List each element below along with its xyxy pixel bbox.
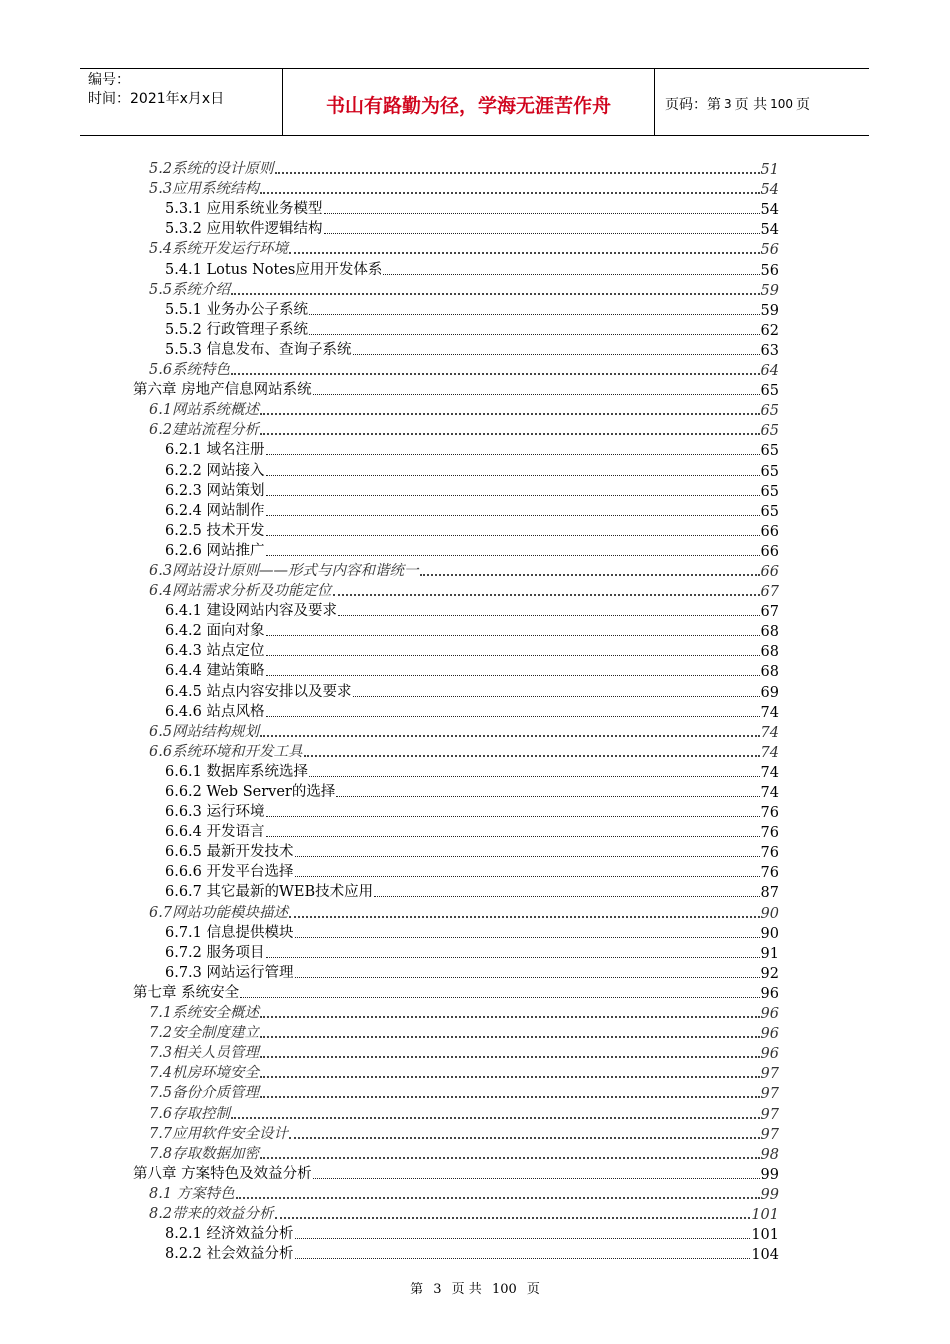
toc-entry-page: 104 [751,1247,779,1264]
toc-entry[interactable] [133,982,779,1002]
toc-entry[interactable] [133,701,779,721]
toc-entry[interactable] [133,439,779,459]
toc-entry-page: 66 [760,563,779,580]
toc-dot-leader [324,209,760,214]
toc-entry-page: 62 [760,322,779,339]
toc-entry-page: 64 [760,363,779,380]
header-motto: 书山有路勤为径，学海无涯苦作舟 [283,69,655,135]
toc-entry[interactable] [133,339,779,359]
serial-label: 编号： [88,72,130,88]
toc-entry-title: 第八章 方案特色及效益分析 [133,1165,312,1182]
toc-entry[interactable] [133,1143,779,1163]
toc-entry-page: 76 [760,865,779,882]
header-meta [80,69,283,135]
toc-entry-page: 90 [760,905,779,922]
toc-entry[interactable] [133,520,779,540]
toc-entry-page: 54 [760,202,779,219]
toc-dot-leader [333,590,760,596]
toc-dot-leader [266,450,760,455]
toc-entry[interactable] [133,741,779,761]
toc-entry-page: 67 [760,584,779,601]
toc-dot-leader [289,912,759,918]
toc-entry-title: 6.7.1 信息提供模块 [165,924,294,941]
toc-entry-page: 96 [760,985,779,1002]
toc-dot-leader [266,832,760,837]
toc-dot-leader [295,973,760,978]
toc-entry-title: 6.7.3 网站运行管理 [165,964,294,981]
toc-entry-title: 5.2系统的设计原则 [149,161,274,178]
toc-dot-leader [266,671,760,676]
toc-entry[interactable] [133,299,779,319]
toc-entry-page: 97 [760,1126,779,1143]
toc-entry-page: 76 [760,825,779,842]
toc-entry-title: 5.3.1 应用系统业务模型 [165,201,323,218]
toc-entry-page: 69 [760,684,779,701]
toc-dot-leader [260,1012,759,1018]
toc-entry[interactable] [133,178,779,198]
page-header [80,68,869,136]
toc-entry[interactable] [133,1163,779,1183]
toc-entry[interactable] [133,500,779,520]
toc-dot-leader [313,1174,760,1179]
toc-dot-leader [266,551,760,556]
toc-entry-page: 97 [760,1066,779,1083]
toc-entry-page: 87 [760,885,779,902]
toc-entry-page: 51 [760,162,779,179]
toc-entry[interactable] [133,901,779,921]
footer-page-number: 3 [433,1282,442,1297]
toc-entry[interactable] [133,1243,779,1263]
toc-entry-title: 5.5系统介绍 [149,281,231,298]
toc-entry-page: 101 [751,1227,779,1244]
toc-dot-leader [309,330,760,335]
toc-dot-leader [240,993,759,998]
toc-entry-title: 6.6.4 开发语言 [165,824,265,841]
toc-entry[interactable] [133,841,779,861]
toc-entry-title: 5.5.3 信息发布、查询子系统 [165,341,352,358]
toc-dot-leader [266,531,760,536]
toc-entry-title: 7.1系统安全概述 [149,1005,260,1022]
toc-entry[interactable] [133,560,779,580]
toc-dot-leader [260,1092,759,1098]
toc-dot-leader [266,812,760,817]
toc-dot-leader [260,188,759,194]
toc-entry-title: 7.3相关人员管理 [149,1045,260,1062]
time-label: 时间：2021年x月x日 [88,91,225,107]
toc-dot-leader [266,491,760,496]
toc-entry[interactable] [133,258,779,278]
toc-entry[interactable] [133,379,779,399]
toc-dot-leader [266,712,760,717]
toc-dot-leader [275,168,760,174]
toc-entry-page: 74 [760,724,779,741]
toc-entry-page: 96 [760,1006,779,1023]
toc-dot-leader [260,409,759,415]
toc-entry[interactable] [133,319,779,339]
toc-entry-title: 6.4.6 站点风格 [165,703,265,720]
toc-entry[interactable] [133,1183,779,1203]
toc-entry-title: 6.2.3 网站策划 [165,482,265,499]
toc-entry-title: 6.2.1 域名注册 [165,442,265,459]
toc-dot-leader [336,792,759,797]
toc-entry-page: 65 [760,463,779,480]
toc-entry-title: 8.2.2 社会效益分析 [165,1246,294,1263]
toc-entry-title: 5.3.2 应用软件逻辑结构 [165,221,323,238]
toc-entry[interactable] [133,660,779,680]
toc-entry-title: 6.7.2 服务项目 [165,944,265,961]
toc-entry[interactable] [133,218,779,238]
toc-entry-title: 6.2.4 网站制作 [165,502,265,519]
toc-dot-leader [236,1193,760,1199]
toc-entry-title: 6.6.7 其它最新的WEB技术应用 [165,884,374,901]
toc-entry-title: 6.7网站功能模块描述 [149,904,289,921]
toc-entry[interactable] [133,1042,779,1062]
toc-entry-title: 5.5.2 行政管理子系统 [165,321,309,338]
toc-entry-page: 65 [760,383,779,400]
toc-entry-title: 7.2安全制度建立 [149,1025,260,1042]
toc-entry-page: 98 [760,1146,779,1163]
toc-entry-page: 101 [751,1206,779,1223]
toc-dot-leader [260,1032,759,1038]
toc-entry-page: 66 [760,523,779,540]
toc-entry-title: 7.7应用软件安全设计 [149,1125,289,1142]
toc-entry-title: 6.6.1 数据库系统选择 [165,763,309,780]
toc-entry-page: 59 [760,282,779,299]
toc-dot-leader [231,1113,759,1119]
footer-total: 100 [491,1282,517,1297]
toc-entry-title: 7.6存取控制 [149,1105,231,1122]
header-page-number: 3 [724,97,732,111]
toc-dot-leader [353,692,760,697]
toc-entry[interactable] [133,459,779,479]
toc-entry-title: 6.6系统环境和开发工具 [149,743,303,760]
toc-entry[interactable] [133,962,779,982]
toc-entry-page: 65 [760,483,779,500]
toc-entry-title: 7.5备份介质管理 [149,1085,260,1102]
toc-dot-leader [260,1072,759,1078]
toc-entry-title: 6.2.2 网站接入 [165,462,265,479]
toc-dot-leader [309,310,760,315]
toc-entry-title: 6.6.5 最新开发技术 [165,844,294,861]
toc-entry-title: 6.4网站需求分析及功能定位 [149,583,332,600]
toc-dot-leader [260,731,759,737]
toc-entry[interactable] [133,158,779,178]
toc-entry-title: 5.4.1 Lotus Notes应用开发体系 [165,261,383,278]
header-page-total: 100 [770,97,793,111]
header-page-suffix: 页 [796,97,810,113]
toc-entry-page: 56 [760,262,779,279]
toc-entry[interactable] [133,821,779,841]
toc-entry-page: 74 [760,764,779,781]
toc-entry[interactable] [133,1223,779,1243]
page-footer [0,1278,950,1297]
toc-entry[interactable] [133,540,779,560]
toc-dot-leader [266,471,760,476]
toc-dot-leader [295,933,760,938]
toc-entry-title: 6.6.3 运行环境 [165,804,265,821]
toc-entry-title: 6.4.5 站点内容安排以及要求 [165,683,352,700]
table-of-contents [133,158,779,1263]
toc-entry[interactable] [133,399,779,419]
toc-entry-page: 97 [760,1086,779,1103]
toc-dot-leader [324,229,760,234]
toc-dot-leader [420,570,760,576]
toc-entry-page: 99 [760,1186,779,1203]
toc-dot-leader [275,1213,751,1219]
toc-dot-leader [383,270,759,275]
toc-entry[interactable] [133,1002,779,1022]
toc-entry[interactable] [133,1203,779,1223]
toc-entry-title: 6.2.5 技术开发 [165,522,265,539]
toc-entry-title: 第七章 系统安全 [133,984,240,1001]
toc-dot-leader [338,611,760,616]
toc-entry-page: 68 [760,624,779,641]
toc-dot-leader [266,953,760,958]
toc-entry[interactable] [133,419,779,439]
toc-dot-leader [231,289,759,295]
toc-entry[interactable] [133,1062,779,1082]
toc-dot-leader [266,511,760,516]
toc-dot-leader [313,390,760,395]
toc-entry-page: 68 [760,644,779,661]
toc-entry[interactable] [133,922,779,942]
toc-entry-title: 6.5网站结构规划 [149,723,260,740]
toc-entry[interactable] [133,600,779,620]
toc-dot-leader [266,631,760,636]
toc-entry-page: 99 [760,1166,779,1183]
toc-entry-page: 91 [760,945,779,962]
toc-entry-title: 6.2建站流程分析 [149,422,260,439]
toc-dot-leader [353,350,760,355]
toc-entry-page: 65 [760,423,779,440]
header-page-mid: 页 共 [734,97,768,113]
toc-entry-title: 6.4.1 建设网站内容及要求 [165,603,338,620]
toc-entry[interactable] [133,1022,779,1042]
toc-entry-title: 6.6.6 开发平台选择 [165,864,294,881]
toc-entry[interactable] [133,761,779,781]
toc-entry-page: 59 [760,302,779,319]
toc-dot-leader [295,1254,751,1259]
footer-suffix: 页 [526,1282,540,1297]
toc-dot-leader [295,852,760,857]
toc-entry-title: 6.4.4 建站策略 [165,663,265,680]
toc-entry-title: 6.1网站系统概述 [149,402,260,419]
toc-entry[interactable] [133,480,779,500]
toc-dot-leader [231,369,759,375]
toc-entry-page: 65 [760,403,779,420]
toc-dot-leader [260,1153,759,1159]
toc-entry-page: 74 [760,744,779,761]
toc-entry[interactable] [133,721,779,741]
toc-entry[interactable] [133,942,779,962]
toc-dot-leader [304,751,760,757]
toc-entry-page: 68 [760,664,779,681]
toc-entry-page: 66 [760,543,779,560]
toc-dot-leader [309,772,760,777]
toc-entry-title: 6.6.2 Web Server的选择 [165,784,336,800]
toc-dot-leader [266,651,760,656]
toc-entry[interactable] [133,640,779,660]
toc-entry-page: 92 [760,965,779,982]
toc-entry-title: 8.2带来的效益分析 [149,1205,274,1222]
toc-entry[interactable] [133,620,779,640]
toc-entry[interactable] [133,1102,779,1122]
toc-entry-page: 74 [760,785,779,801]
toc-entry-title: 5.4系统开发运行环境 [149,241,289,258]
toc-entry-page: 74 [760,704,779,721]
footer-prefix: 第 [410,1282,424,1297]
toc-entry[interactable] [133,801,779,821]
toc-entry[interactable] [133,198,779,218]
toc-entry-page: 76 [760,805,779,822]
toc-entry-title: 8.1 方案特色 [149,1185,235,1202]
toc-entry[interactable] [133,680,779,700]
toc-entry-title: 6.4.3 站点定位 [165,643,265,660]
toc-entry-title: 5.5.1 业务办公子系统 [165,301,309,318]
toc-entry[interactable] [133,279,779,299]
toc-entry-title: 7.8存取数据加密 [149,1145,260,1162]
toc-entry[interactable] [133,580,779,600]
toc-entry[interactable] [133,359,779,379]
toc-entry-title: 5.6系统特色 [149,362,231,379]
toc-entry-title: 7.4机房环境安全 [149,1065,260,1082]
toc-entry-page: 90 [760,925,779,942]
header-page-info [655,69,869,135]
toc-entry[interactable] [133,1123,779,1143]
toc-dot-leader [295,1234,751,1239]
toc-entry[interactable] [133,881,779,901]
toc-entry-page: 54 [760,222,779,239]
toc-dot-leader [289,248,759,254]
toc-entry-title: 6.4.2 面向对象 [165,623,265,640]
toc-dot-leader [289,1133,759,1139]
toc-entry-page: 96 [760,1026,779,1043]
toc-entry[interactable] [133,238,779,258]
toc-dot-leader [260,429,759,435]
toc-entry-page: 67 [760,604,779,621]
toc-entry-page: 54 [760,182,779,199]
toc-dot-leader [374,892,759,897]
toc-entry-title: 6.2.6 网站推广 [165,542,265,559]
toc-entry-page: 65 [760,443,779,460]
toc-entry-page: 96 [760,1046,779,1063]
toc-entry-title: 6.3网站设计原则——形式与内容和谐统一 [149,562,419,579]
toc-dot-leader [260,1052,759,1058]
header-page-prefix: 页码：第 [665,97,721,113]
toc-entry-page: 65 [760,503,779,520]
toc-entry[interactable] [133,1082,779,1102]
toc-dot-leader [295,872,760,877]
toc-entry-title: 5.3应用系统结构 [149,181,260,198]
toc-entry-page: 56 [760,242,779,259]
toc-entry-page: 76 [760,845,779,862]
toc-entry-page: 97 [760,1106,779,1123]
toc-entry-title: 8.2.1 经济效益分析 [165,1226,294,1243]
toc-entry-page: 63 [760,342,779,359]
toc-entry-title: 第六章 房地产信息网站系统 [133,382,312,399]
toc-entry[interactable] [133,781,779,801]
footer-mid: 页 共 [451,1282,482,1297]
toc-entry[interactable] [133,861,779,881]
